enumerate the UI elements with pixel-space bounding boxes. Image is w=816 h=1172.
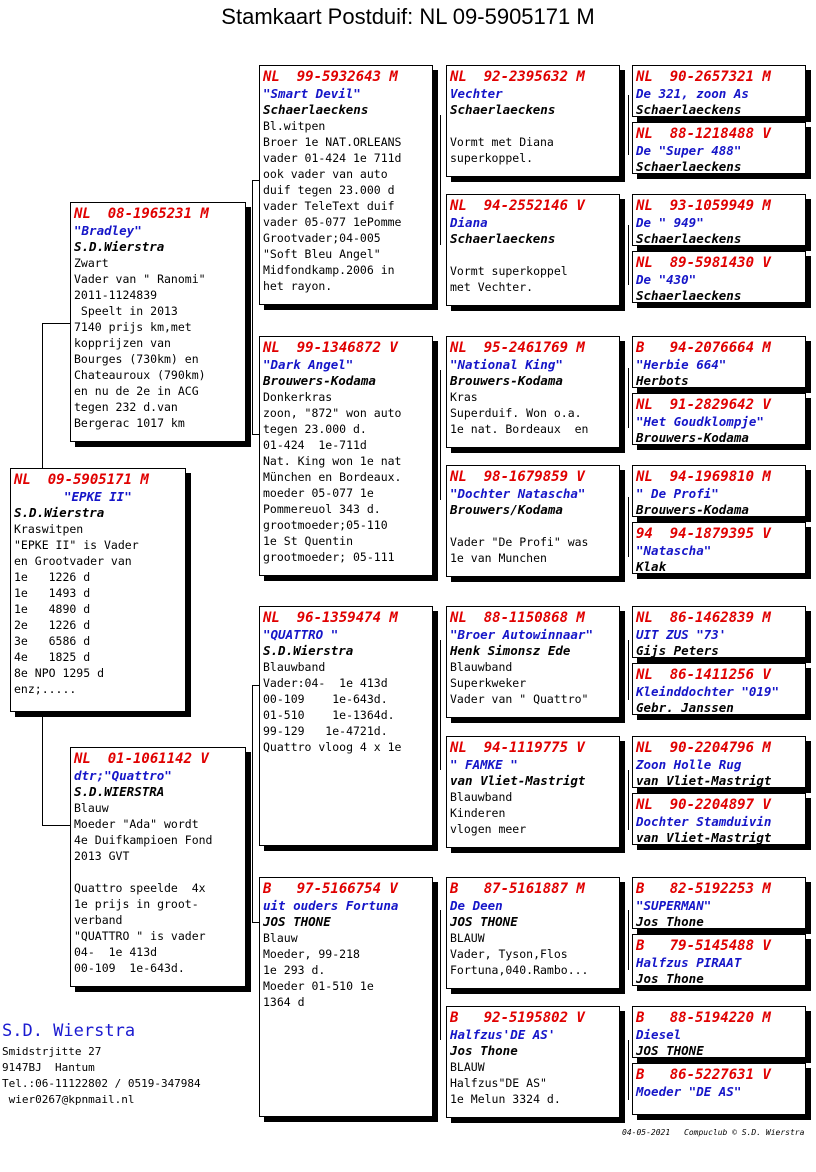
pigeon-notes: Vader "De Profi" was 1e van Munchen — [450, 535, 589, 565]
ring-number: NL 94-1969810 M — [636, 469, 771, 485]
pigeon-card-g6[interactable] — [632, 393, 806, 445]
pigeon-card-g7[interactable] — [632, 465, 806, 517]
owner-name: JOS THONE — [636, 1043, 704, 1058]
owner-name: Herbots — [636, 373, 689, 388]
pigeon-notes: Vormt superkoppel met Vechter. — [450, 264, 568, 294]
pigeon-name: "Smart Devil" — [263, 86, 361, 101]
owner-name: van Vliet-Mastrigt — [450, 773, 586, 788]
owner-name: Brouwers-Kodama — [636, 430, 749, 445]
pigeon-notes: Donkerkras zoon, "872" won auto tegen 23.000 d. 01-424 1e-711d Nat. King won 1e nat München en Bordeaux. moeder 05-077 1e Pommereuol 343 d. grootmoeder;05-110 1e St Quentin grootmoeder; 05-111 — [263, 390, 402, 564]
pigeon-card-dam[interactable] — [70, 747, 246, 987]
pigeon-card-g16[interactable] — [632, 1063, 806, 1115]
software-credit: Compuclub © S.D. Wierstra — [684, 1128, 805, 1137]
pigeon-name: Diana — [450, 215, 488, 230]
connector-line — [628, 640, 629, 700]
owner-name: Brouwers/Kodama — [450, 502, 563, 517]
connector-line — [252, 328, 253, 434]
connector-line — [628, 368, 629, 428]
pigeon-card-g9[interactable] — [632, 606, 806, 658]
connector-line — [440, 115, 441, 245]
pigeon-card-sss[interactable] — [446, 65, 620, 177]
owner-name: S.D.Wierstra — [74, 239, 165, 254]
connector-line — [628, 497, 629, 557]
pigeon-card-dsd[interactable] — [446, 736, 620, 848]
ring-number: NL 86-1411256 V — [636, 667, 771, 683]
connector-line — [440, 370, 441, 500]
pigeon-card-dd[interactable] — [259, 877, 433, 1117]
pigeon-name: Kleinddochter "019" — [636, 684, 779, 699]
pigeon-card-g14[interactable] — [632, 934, 806, 986]
pigeon-notes: Blauwband Vader:04- 1e 413d 00-109 1e-643d. 01-510 1e-1364d. 99-129 1e-4721d. Quattro vloog 4 x 1e — [263, 660, 402, 754]
pigeon-name: "Broer Autowinnaar" — [450, 627, 593, 642]
ring-number: NL 01-1061142 V — [74, 751, 209, 767]
connector-line — [628, 225, 629, 285]
connector-line — [252, 180, 259, 181]
pigeon-name: "Het Goudklompje" — [636, 414, 764, 429]
pigeon-notes: Kras Superduif. Won o.a. 1e nat. Bordeaux en — [450, 390, 589, 436]
owner-name: Schaerlaeckens — [450, 102, 556, 117]
owner-name: Schaerlaeckens — [636, 102, 742, 117]
ring-number: NL 91-2829642 V — [636, 397, 771, 413]
owner-name: Henk Simonsz Ede — [450, 643, 571, 658]
connector-line — [252, 180, 253, 328]
pigeon-card-ssd[interactable] — [446, 194, 620, 306]
pigeon-card-ds[interactable] — [259, 606, 433, 846]
ring-number: NL 86-1462839 M — [636, 610, 771, 626]
ring-number: B 88-5194220 M — [636, 1010, 771, 1026]
pigeon-notes: Kraswitpen "EPKE II" is Vader en Grootvader van 1e 1226 d 1e 1493 d 1e 4890 d 2e 1226 d 3e 6586 d 4e 1825 d 8e NPO 1295 d enz;..... — [14, 522, 139, 696]
ring-number: NL 99-5932643 M — [263, 69, 398, 85]
owner-name: Schaerlaeckens — [636, 288, 742, 303]
owner-name: Schaerlaeckens — [636, 231, 742, 246]
pigeon-card-dds[interactable] — [446, 877, 620, 989]
ring-number: B 79-5145488 V — [636, 938, 771, 954]
pigeon-notes: Vormt met Diana superkoppel. — [450, 135, 554, 165]
pigeon-card-g2[interactable] — [632, 122, 806, 174]
ring-number: NL 96-1359474 M — [263, 610, 398, 626]
page-title: Stamkaart Postduif: NL 09-5905171 M — [221, 4, 595, 29]
pigeon-name: "Dochter Natascha" — [450, 486, 586, 501]
pigeon-card-sire[interactable] — [70, 202, 246, 442]
ring-number: NL 89-5981430 V — [636, 255, 771, 271]
owner-name: S.D.Wierstra — [14, 505, 105, 520]
pigeon-card-ss[interactable] — [259, 65, 433, 305]
pigeon-name: Dochter Stamduivin — [636, 814, 772, 829]
ring-number: NL 94-1119775 V — [450, 740, 585, 756]
connector-line — [42, 712, 43, 825]
ring-number: NL 93-1059949 M — [636, 198, 771, 214]
pigeon-name: "Bradley" — [74, 223, 142, 238]
connector-line — [252, 685, 259, 686]
pigeon-card-g8[interactable] — [632, 522, 806, 574]
owner-name: JOS THONE — [450, 914, 518, 929]
ring-number: B 82-5192253 M — [636, 881, 771, 897]
connector-line — [628, 910, 629, 970]
pigeon-card-g3[interactable] — [632, 194, 806, 246]
pigeon-name: De 321, zoon As — [636, 86, 749, 101]
owner-name: Jos Thone — [636, 971, 704, 986]
pigeon-name: De " 949" — [636, 215, 704, 230]
ring-number: NL 88-1150868 M — [450, 610, 585, 626]
pigeon-name: "EPKE II" — [64, 489, 132, 504]
ring-number: B 94-2076664 M — [636, 340, 771, 356]
pigeon-notes: BLAUW Halfzus"DE AS" 1e Melun 3324 d. — [450, 1060, 561, 1106]
connector-line — [252, 685, 253, 922]
pigeon-card-sd[interactable] — [259, 336, 433, 576]
pigeon-notes: Zwart Vader van " Ranomi" 2011-1124839 Speelt in 2013 7140 prijs km,met kopprijzen van Bourges (730km) en Chateauroux (790km) en nu de 2e in ACG tegen 232 d.van Bergerac 1017 km — [74, 256, 206, 430]
pigeon-card-g15[interactable] — [632, 1006, 806, 1058]
pigeon-name: Vechter — [450, 86, 503, 101]
connector-line — [252, 922, 259, 923]
owner-name: Brouwers-Kodama — [636, 502, 749, 517]
pigeon-card-dss[interactable] — [446, 606, 620, 718]
ring-number: B 86-5227631 V — [636, 1067, 771, 1083]
connector-line — [628, 95, 629, 155]
owner-name: Jos Thone — [450, 1043, 518, 1058]
pigeon-notes: BLAUW Vader, Tyson,Flos Fortuna,040.Rambo... — [450, 931, 589, 977]
connector-line — [628, 1040, 629, 1100]
owner-name: S.D.WIERSTRA — [74, 784, 165, 799]
pigeon-notes: Blauwband Kinderen vlogen meer — [450, 790, 527, 836]
pigeon-name: uit ouders Fortuna — [263, 898, 399, 913]
ring-number: NL 92-2395632 M — [450, 69, 585, 85]
pigeon-name: UIT ZUS "73' — [636, 627, 727, 642]
pigeon-card-g1[interactable] — [632, 65, 806, 117]
pigeon-card-g10[interactable] — [632, 663, 806, 715]
owner-name: Brouwers-Kodama — [263, 373, 376, 388]
pigeon-card-g11[interactable] — [632, 736, 806, 788]
pigeon-name: Moeder "DE AS" — [636, 1084, 742, 1099]
pigeon-notes: Bl.witpen Broer 1e NAT.ORLEANS vader 01-424 1e 711d ook vader van auto duif tegen 23.000 d vader TeleText duif vader 05-077 1ePomme Grootvader;04-005 "Soft Bleu Angel" Midfondkamp.2006 in het rayon. — [263, 119, 402, 293]
owner-name: Gijs Peters — [636, 643, 719, 658]
pigeon-name: Zoon Holle Rug — [636, 757, 742, 772]
pigeon-card-g13[interactable] — [632, 877, 806, 929]
owner-name: Schaerlaeckens — [263, 102, 369, 117]
owner-name: Klak — [636, 559, 667, 574]
ring-number: NL 90-2204796 M — [636, 740, 771, 756]
pigeon-name: "QUATTRO " — [263, 627, 339, 642]
pigeon-name: "Herbie 664" — [636, 357, 727, 372]
pigeon-name: "National King" — [450, 357, 563, 372]
owner-name: Schaerlaeckens — [636, 159, 742, 174]
pigeon-name: De "Super 488" — [636, 143, 742, 158]
pigeon-card-ddd[interactable] — [446, 1006, 620, 1118]
ring-number: NL 90-2204897 V — [636, 797, 771, 813]
owner-name: Jos Thone — [636, 914, 704, 929]
ring-number: B 97-5166754 V — [263, 881, 398, 897]
owner-name: JOS THONE — [263, 914, 331, 929]
owner-name: van Vliet-Mastrigt — [636, 773, 772, 788]
connector-line — [42, 323, 43, 468]
ring-number: NL 95-2461769 M — [450, 340, 585, 356]
owner-name: Gebr. Janssen — [636, 700, 734, 715]
pigeon-name: dtr;"Quattro" — [74, 768, 172, 783]
pigeon-name: Halfzus'DE AS' — [450, 1027, 556, 1042]
owner-name: S.D.Wierstra — [263, 643, 354, 658]
ring-number: 94 94-1879395 V — [636, 526, 771, 542]
owner-name: Brouwers-Kodama — [450, 373, 563, 388]
pigeon-name: De "430" — [636, 272, 697, 287]
pigeon-notes: Blauw Moeder, 99-218 1e 293 d. Moeder 01-510 1e 1364 d — [263, 931, 374, 1009]
ring-number: NL 94-2552146 V — [450, 198, 585, 214]
ring-number: NL 08-1965231 M — [74, 206, 209, 222]
pigeon-card-g5[interactable] — [632, 336, 806, 388]
pigeon-name: Halfzus PIRAAT — [636, 955, 742, 970]
pigeon-name: De Deen — [450, 898, 503, 913]
ring-number: NL 98-1679859 V — [450, 469, 585, 485]
pigeon-name: "Natascha" — [636, 543, 712, 558]
connector-line — [440, 640, 441, 770]
breeder-address: Smidstrjitte 27 9147BJ Hantum Tel.:06-11122802 / 0519-347984 wier0267@kpnmail.nl — [2, 1045, 201, 1106]
pigeon-name: "Dark Angel" — [263, 357, 354, 372]
ring-number: NL 99-1346872 V — [263, 340, 398, 356]
owner-name: van Vliet-Mastrigt — [636, 830, 772, 845]
ring-number: B 92-5195802 V — [450, 1010, 585, 1026]
pigeon-card-g12[interactable] — [632, 793, 806, 845]
connector-line — [42, 323, 70, 324]
pigeon-name: Diesel — [636, 1027, 682, 1042]
ring-number: NL 90-2657321 M — [636, 69, 771, 85]
ring-number: NL 88-1218488 V — [636, 126, 771, 142]
pigeon-card-g4[interactable] — [632, 251, 806, 303]
connector-line — [628, 770, 629, 830]
pigeon-name: "SUPERMAN" — [636, 898, 712, 913]
pigeon-notes: Blauw Moeder "Ada" wordt 4e Duifkampioen Fond 2013 GVT Quattro speelde 4x 1e prijs in groot- verband "QUATTRO " is vader 04- 1e 413d 00-109 1e-643d. — [74, 801, 213, 975]
connector-line — [440, 910, 441, 1040]
pigeon-notes: Blauwband Superkweker Vader van " Quattro" — [450, 660, 589, 706]
pigeon-card-sds[interactable] — [446, 336, 620, 448]
pigeon-name: " De Profi" — [636, 486, 719, 501]
ring-number: B 87-5161887 M — [450, 881, 585, 897]
owner-name: Schaerlaeckens — [450, 231, 556, 246]
breeder-name: S.D. Wierstra — [2, 1021, 136, 1041]
connector-line — [252, 434, 259, 435]
print-date: 04-05-2021 — [622, 1128, 671, 1137]
ring-number: NL 09-5905171 M — [14, 472, 149, 488]
pigeon-card-sdd[interactable] — [446, 465, 620, 577]
pigeon-name: " FAMKE " — [450, 757, 518, 772]
connector-line — [42, 825, 70, 826]
pigeon-card-main[interactable] — [10, 468, 186, 712]
